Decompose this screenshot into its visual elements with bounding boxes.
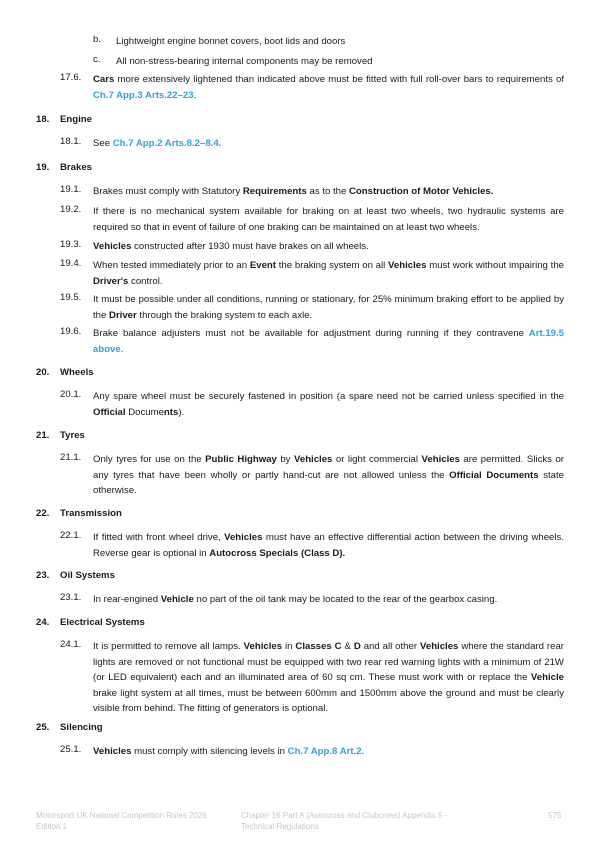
list-text: All non-stress-bearing internal components may be removed — [116, 56, 373, 67]
list-label: c. — [93, 54, 101, 65]
document-page: b. Lightweight engine bonnet covers, boot lids and doors c. All non-stress-bearing internal components may be removed 17.6. Cars more extensively lightened than indicated above must be fitted with full roll-over bars to requirements of Ch.7 App.3 Arts.22–23. 18. Engine 18.1. See Ch.7 App.2 Arts.8.2–8.4. 19. Brakes 19.1. Brakes must comply with Statutory Requirements as to the Construction of Motor Vehicles. 19.2. If there is no mechanical system available for braking on at least two wheels, two hydraulic systems are required so that in event of failure of one braking can be maintained on at least two wheels. 19.3. Vehicles constructed after 1930 must have brakes on all wheels. 19.4. When tested immediately prior to an Event the braking system on all Vehicles must work without impairing the Driver's control. 19.5. It must be possible under all conditions, running or stationary, for 25% minimum braking effort to be applied by the Driver through the braking system to each axle. 19.6. Brake balance adjusters must not be available for adjustment during running if they contravene Art.19.5 above. 20. Wheels 20.1. Any spare wheel must be securely fastened in position (a spare need not be carried unless specified in the Official Documents). 21. Tyres 21.1. Only tyres for use on the Public Highway by Vehicles or light commercial Vehicles are permitted. Slicks or any tyres that have been wholly or partly hand-cut are not allowed unless the Official Documents state otherwise. 22. Transmission 22.1. If fitted with front wheel drive, Vehicles must have an effective differential action between the driving wheels. Reverse gear is optional in Autocross Specials (Class D). 23. Oil Systems 23.1. In rear-engined Vehicle no part of the oil tank may be located to the rear of the gearbox casing. 24. Electrical Systems 24.1. It is permitted to remove all lamps. Vehicles in Classes C & D and all other Vehicles where the standard rear lights are removed or not functional must be equipped with two rear red warning lights with a minimum of 21W (or LED equivalent) each and an illuminated area of 60 sq cm. These must work with or replace the Vehicle brake light system at all times, must be between 600mm and 1500mm above the ground and must be clearly visible from behind. The fitting of generators is optional. 25. Silencing 25.1. Vehicles must comply with silencing levels in Ch.7 App.8 Art.2. Motorsport UK National Competition Rules 2026 Edition 1 Chapter 16 Part A (Autocross and Clubcross) Appendix 5 - Technical Regulations 575 — [36, 34, 565, 831]
cross-reference-link[interactable]: Ch.7 App.2 Arts.8.2–8.4. — [112, 138, 222, 149]
list-text: Lightweight engine bonnet covers, boot lids and doors — [116, 36, 346, 47]
footer-rulebook-title: Motorsport UK National Competition Rules 2026 Edition 1 — [36, 811, 207, 831]
footer-page-number: 575 — [548, 811, 562, 820]
cross-reference-link[interactable]: Ch.7 App.8 Art.2. — [287, 746, 365, 757]
clause-text: Cars more extensively lightened than indicated above must be fitted with full roll-over bars to requirements of Ch.7 App.3 Arts.22–23. — [93, 74, 564, 101]
list-label: b. — [93, 34, 102, 45]
footer-chapter-title: Chapter 16 Part A (Autocross and Clubcross) Appendix 5 - Technical Regulations — [241, 811, 448, 831]
cross-reference-link[interactable]: Art.19.5 above. — [93, 328, 564, 355]
cross-reference-link[interactable]: Ch.7 App.3 Arts.22–23 — [93, 89, 194, 101]
clause-number: 17.6. — [60, 72, 82, 83]
